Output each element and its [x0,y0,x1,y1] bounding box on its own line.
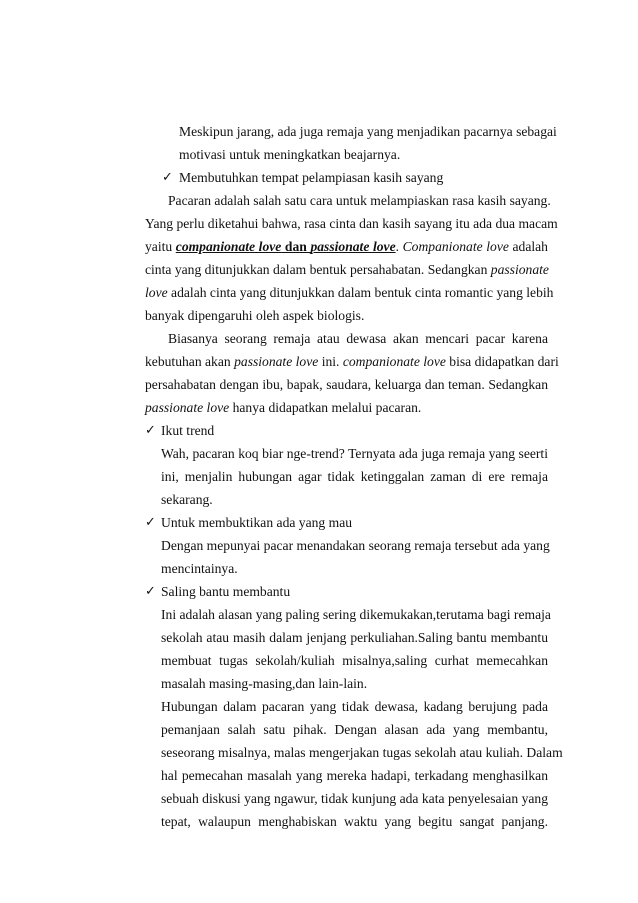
text-line: sekolah atau masih dalam jenjang perkuliahan.Saling bantu membantu [161,630,548,645]
text-run: dan [281,239,311,254]
bullet-item: Ikut trend [161,423,215,438]
text-run: ini. [318,354,343,369]
text-run: adalah [508,239,548,254]
text-line [145,262,548,278]
text-line: hal pemecahan masalah yang mereka hadapi, terkadang menghasilkan [161,768,548,783]
term-companionate-love: companionate love [175,239,282,254]
text-run: . [395,239,403,254]
text-run: bisa didapatkan dari [445,354,559,369]
text-line: banyak dipengaruhi oleh aspek biologis. [145,308,365,323]
text-run: companionate love [342,354,446,369]
text-line: Biasanya seorang remaja atau dewasa akan mencari pacar karena [168,331,548,346]
text-line: seseorang misalnya, malas mengerjakan tugas sekolah atau kuliah. Dalam [161,745,563,760]
bullet-item: Membutuhkan tempat pelampiasan kasih sayang [179,170,444,185]
text-line: mencintainya. [161,561,238,576]
text-line: Dengan mepunyai pacar menandakan seorang remaja tersebut ada yang [161,538,550,553]
text-run: passionate love [145,400,230,415]
checkmark-icon: ✓ [145,423,156,438]
text-run: kebutuhan akan [145,354,235,369]
checkmark-icon: ✓ [162,170,173,185]
text-line [145,239,548,255]
text-run: cinta yang ditunjukkan dalam bentuk persahabatan. Sedangkan [145,262,491,277]
text-line [145,400,421,416]
checkmark-icon: ✓ [145,584,156,599]
term-passionate-love: passionate love [310,239,396,254]
text-line: Meskipun jarang, ada juga remaja yang menjadikan pacarnya sebagai [179,124,557,139]
text-run: passionate love [234,354,319,369]
text-line: ini, menjalin hubungan agar tidak ketinggalan zaman di ere remaja [161,469,548,484]
text-run: Companionate love [402,239,509,254]
text-line: sekarang. [161,492,213,507]
text-line: motivasi untuk meningkatkan beajarnya. [179,147,401,162]
text-line: Yang perlu diketahui bahwa, rasa cinta dan kasih sayang itu ada dua macam [145,216,558,231]
text-line: membuat tugas sekolah/kuliah misalnya,saling curhat memecahkan [161,653,548,668]
text-line: pemanjaan salah satu pihak. Dengan alasan ada yang membantu, [161,722,548,737]
text-run: love [145,285,168,300]
text-run: yaitu [145,239,176,254]
text-line [145,354,559,370]
text-line [145,285,554,301]
text-line: Pacaran adalah salah satu cara untuk melampiaskan rasa kasih sayang. [168,193,551,208]
text-line: persahabatan dengan ibu, bapak, saudara, keluarga dan teman. Sedangkan [145,377,548,392]
text-line: sebuah diskusi yang ngawur, tidak kunjung ada kata penyelesaian yang [161,791,548,806]
text-line: Wah, pacaran koq biar nge-trend? Ternyata ada juga remaja yang seerti [161,446,548,461]
text-line: Ini adalah alasan yang paling sering dikemukakan,terutama bagi remaja [161,607,551,622]
text-run: hanya didapatkan melalui pacaran. [229,400,422,415]
text-line: Hubungan dalam pacaran yang tidak dewasa, kadang berujung pada [161,699,548,714]
bullet-item: Saling bantu membantu [161,584,291,599]
bullet-item: Untuk membuktikan ada yang mau [161,515,353,530]
checkmark-icon: ✓ [145,515,156,530]
text-line: tepat, walaupun menghabiskan waktu yang begitu sangat panjang. [161,814,548,829]
text-run: adalah cinta yang ditunjukkan dalam bentuk cinta romantic yang lebih [167,285,554,300]
text-run: passionate [490,262,549,277]
text-line: masalah masing-masing,dan lain-lain. [161,676,368,691]
